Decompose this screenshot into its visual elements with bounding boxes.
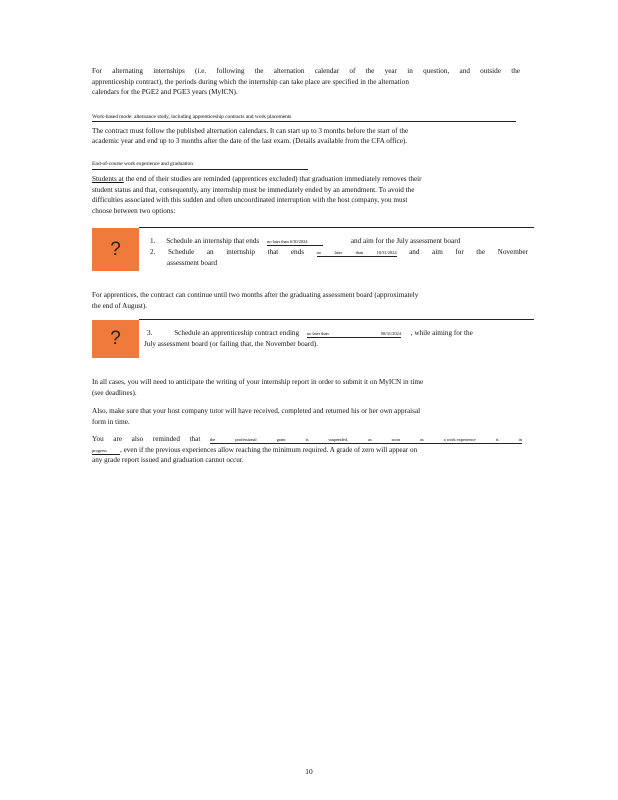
option-2-continued: assessment board [167, 258, 218, 267]
work-based-line: The contract must follow the published alternation calendars. It can start up to 3 months before the start of the [92, 126, 409, 135]
blank-word: a work experience [443, 437, 476, 442]
option-2 [150, 247, 528, 257]
section-heading-work-based: Work-based mode: alternance study, including apprenticeship contracts and work placements [92, 114, 292, 120]
options-box-top-rule [139, 227, 534, 228]
option-word: the [476, 248, 486, 256]
page-number: 10 [305, 767, 313, 776]
option-number: 3. [147, 329, 153, 337]
blank-word: grant [276, 437, 286, 442]
deadline-date: no later than 6/30/2024 [267, 238, 323, 246]
option-word: for [455, 248, 464, 256]
blank-word: suspended, [328, 437, 348, 442]
apprentices-line: For apprentices, the contract can continue until two months after the graduating assessment board (approximately [92, 291, 419, 299]
blank-word: as [367, 437, 372, 442]
blank-word: the [209, 437, 216, 442]
date-word: 08/31/2024 [380, 331, 401, 336]
closing-line: Also, make sure that your host company tutor will have received, completed and returned his or her own appraisal [92, 407, 421, 415]
blank-word: professional [235, 437, 257, 442]
end-of-course-text: the end of their studies are reminded (apprentices excluded) that graduation immediately removes their [123, 175, 422, 183]
closing-text: , even if the previous experiences allow reaching the minimum required. A grade of zero will appear on [120, 445, 418, 454]
date-word: later [334, 250, 343, 255]
deadline-date [307, 330, 401, 338]
date-word: than [355, 250, 364, 255]
option-word: Schedule [167, 248, 195, 256]
option-3-continued: July assessment board (or failing that, the November board). [144, 340, 319, 348]
grant-reminder-line [92, 434, 522, 445]
blank-word: as [419, 437, 424, 442]
closing-word: are [113, 435, 123, 443]
intro-line: apprenticeship contract), the periods during which the internship can take place are specified in the alternation [92, 77, 409, 86]
option-word: November [497, 248, 528, 256]
closing-word: that [189, 435, 201, 443]
blank-word: is [305, 437, 309, 442]
option-tail: , while aiming for the [410, 329, 473, 337]
option-number: 1. [150, 237, 156, 245]
section-divider [92, 169, 308, 170]
grant-reminder-line: any grade report issued and graduation cannot occur. [92, 456, 244, 464]
blank-word: soon [391, 437, 400, 442]
end-of-course-line: difficulties associated with this sudden and often uncoordinated interruption with the host company, you must [92, 196, 408, 204]
progress-blank: progress [92, 447, 120, 455]
date-word: no later than [306, 331, 329, 336]
work-based-line: academic year and end up to 3 months after the date of the last exam. (Details available from the CFA office). [92, 137, 408, 145]
option-text: Schedule an internship that ends [166, 237, 260, 245]
options-box-top-rule [139, 319, 534, 320]
intro-line: calendars for the PGE2 and PGE3 years (MyICN). [92, 88, 238, 96]
option-word: internship [226, 248, 255, 256]
section-heading-end-of-course: End-of-course work experience and graduation [92, 161, 193, 167]
option-3 [147, 328, 527, 338]
closing-word: You [92, 435, 104, 443]
option-word: aim [432, 248, 443, 256]
grant-reminder-line [92, 445, 522, 456]
students-lead: Students at [92, 175, 124, 183]
grant-suspension-blank [210, 436, 522, 444]
closing-word: also [131, 435, 144, 443]
blank-word: in [518, 437, 522, 442]
option-number: 2. [150, 248, 156, 256]
option-text: Schedule an apprenticeship contract ending [174, 329, 300, 337]
intro-line: For alternating internships (i.e. following the alternation calendar of the year in question, and outside the [92, 67, 520, 75]
end-of-course-line [92, 174, 522, 185]
option-word: and [409, 248, 420, 256]
option-tail: and aim for the July assessment board [350, 237, 461, 245]
question-mark-icon: ? [92, 228, 139, 271]
date-word: no [316, 250, 321, 255]
end-of-course-line: choose between two options: [92, 206, 176, 215]
closing-line: form in time. [92, 417, 130, 426]
apprentices-line: the end of August). [92, 301, 148, 310]
blank-word: is [495, 437, 499, 442]
option-word: an [206, 248, 214, 256]
option-1 [150, 236, 528, 246]
option-word: that [267, 248, 279, 256]
question-mark-icon: ? [92, 320, 139, 358]
end-of-course-line: student status and that, consequently, any internship must be immediately ended by an amendment. To avoid the [92, 185, 415, 194]
closing-word: reminded [152, 435, 180, 443]
deadline-date [317, 249, 397, 257]
option-word: ends [290, 248, 304, 256]
date-word: 10/31/2024 [376, 250, 397, 255]
closing-line: In all cases, you will need to anticipate the writing of your internship report in order to submit it on MyICN in time [92, 378, 424, 386]
closing-line: (see deadlines). [92, 388, 137, 397]
section-divider [92, 121, 516, 122]
